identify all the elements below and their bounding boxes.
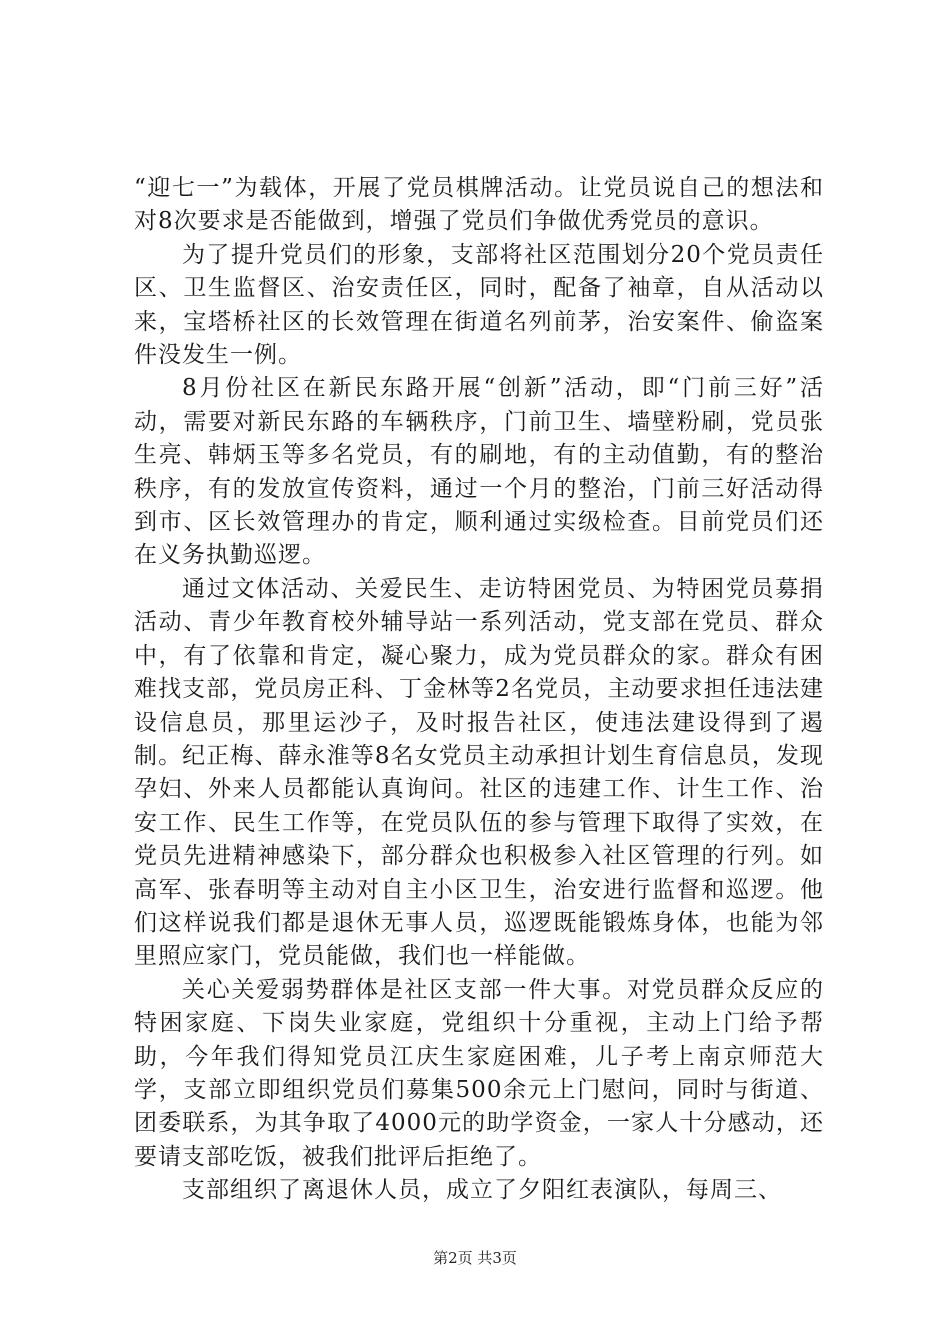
paragraph-3: 8月份社区在新民东路开展“创新”活动，即“门前三好”活动，需要对新民东路的车辆秩序，门前卫生、墙壁粉刷，党员张生亮、韩炳玉等多名党员，有的刷地，有的主动值勤，有的整治秩序，有的发放宣传资料，通过一个月的整治，门前三好活动得到市、区长效管理办的肯定，顺利通过实级检查。目前党员们还在义务执勤巡逻。 (134, 375, 824, 569)
paragraph-2: 为了提升党员们的形象，支部将社区范围划分20个党员责任区、卫生监督区、治安责任区，同时，配备了袖章，自从活动以来，宝塔桥社区的长效管理在街道名列前茅，治安案件、偷盗案件没发生一例。 (134, 241, 824, 369)
page-footer (0, 1247, 950, 1268)
paragraph-4: 通过文体活动、关爱民生、走访特困党员、为特困党员募捐活动、青少年教育校外辅导站一系列活动，党支部在党员、群众中，有了依靠和肯定，凝心聚力，成为党员群众的家。群众有困难找支部，党员房正科、丁金林等2名党员，主动要求担任违法建设信息员，那里运沙子，及时报告社区，使违法建设得到了遏制。纪正梅、薛永淮等8名女党员主动承担计划生育信息员，发现孕妇、外来人员都能认真询问。社区的违建工作、计生工作、治安工作、民生工作等，在党员队伍的参与管理下取得了实效，在党员先进精神感染下，部分群众也积极参入社区管理的行列。如高军、张春明等主动对自主小区卫生，治安进行监督和巡逻。他们这样说我们都是退休无事人员，巡逻既能锻炼身体，也能为邻里照应家门，党员能做，我们也一样能做。 (134, 575, 824, 970)
paragraph-6: 支部组织了离退休人员，成立了夕阳红表演队，每周三、 (182, 1177, 782, 1204)
paragraph-5: 关心关爱弱势群体是社区支部一件大事。对党员群众反应的特困家庭、下岗失业家庭，党组织十分重视，主动上门给予帮助，今年我们得知党员江庆生家庭困难，儿子考上南京师范大学，支部立即组织党员们募集500余元上门慰问，同时与街道、团委联系，为其争取了4000元的助学资金，一家人十分感动，还要请支部吃饭，被我们批评后拒绝了。 (134, 976, 824, 1170)
page-number-label: 第2页 共3页 (433, 1249, 517, 1267)
document-body (134, 172, 824, 1208)
paragraph-1: “迎七一”为载体，开展了党员棋牌活动。让党员说自己的想法和对8次要求是否能做到，增强了党员们争做优秀党员的意识。 (134, 175, 824, 235)
